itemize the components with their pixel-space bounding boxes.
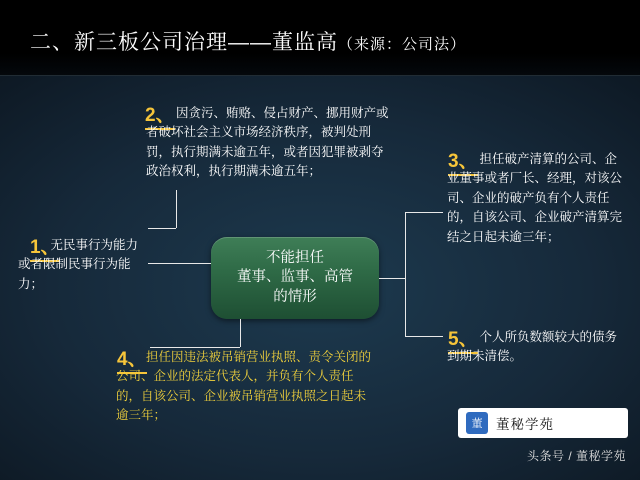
item-1-text: 无民事行为能力或者限制民事行为能力； bbox=[18, 238, 139, 291]
title-divider bbox=[0, 75, 640, 76]
watermark-card bbox=[458, 408, 628, 438]
item-4-text: 担任因违法被吊销营业执照、责令关闭的公司、企业的法定代表人，并负有个人责任的，自该公司、企业被吊销营业执照之日起未逾三年； bbox=[116, 350, 372, 423]
item-3-number: 3、 bbox=[448, 146, 478, 176]
item-2-number: 2、 bbox=[145, 100, 175, 130]
center-node bbox=[211, 237, 379, 319]
item-5-number: 5、 bbox=[448, 324, 478, 354]
watermark-subtext: 头条号 / 董秘学苑 bbox=[526, 449, 626, 463]
connector-top-2 bbox=[148, 228, 176, 229]
connector-left-1 bbox=[148, 263, 211, 264]
account-name: 董秘学苑 bbox=[496, 417, 554, 432]
item-3-text: 担任破产清算的公司、企业董事或者厂长、经理，对该公司、企业的破产负有个人责任的，自该公司、企业破产清算完结之日起未逾三年； bbox=[447, 152, 623, 244]
connector-right-v bbox=[405, 212, 406, 336]
connector-right-3 bbox=[405, 212, 443, 213]
account-logo-icon: 董 bbox=[466, 412, 488, 434]
page-title-main: 二、新三板公司治理——董监高 bbox=[30, 31, 338, 54]
center-node-line2: 董事、监事、高管 bbox=[237, 269, 353, 286]
page-title bbox=[30, 26, 466, 56]
connector-right-5 bbox=[405, 336, 443, 337]
item-1-number: 1、 bbox=[30, 232, 60, 262]
connector-bottom-v bbox=[240, 319, 241, 347]
item-2-text: 因贪污、贿赂、侵占财产、挪用财产或者破坏社会主义市场经济秩序，被判处刑罚，执行期满未逾五年，或者因犯罪被剥夺政治权利，执行期满未逾五年； bbox=[146, 106, 389, 179]
center-node-line3: 的情形 bbox=[273, 288, 317, 305]
page-title-source: （来源：公司法） bbox=[338, 36, 467, 53]
item-4-number: 4、 bbox=[117, 344, 147, 374]
connector-top-2-v bbox=[176, 190, 177, 228]
center-node-line1: 不能担任 bbox=[266, 250, 324, 267]
connector-right-stub bbox=[379, 278, 405, 279]
item-5-text: 个人所负数额较大的债务到期未清偿。 bbox=[447, 330, 618, 364]
